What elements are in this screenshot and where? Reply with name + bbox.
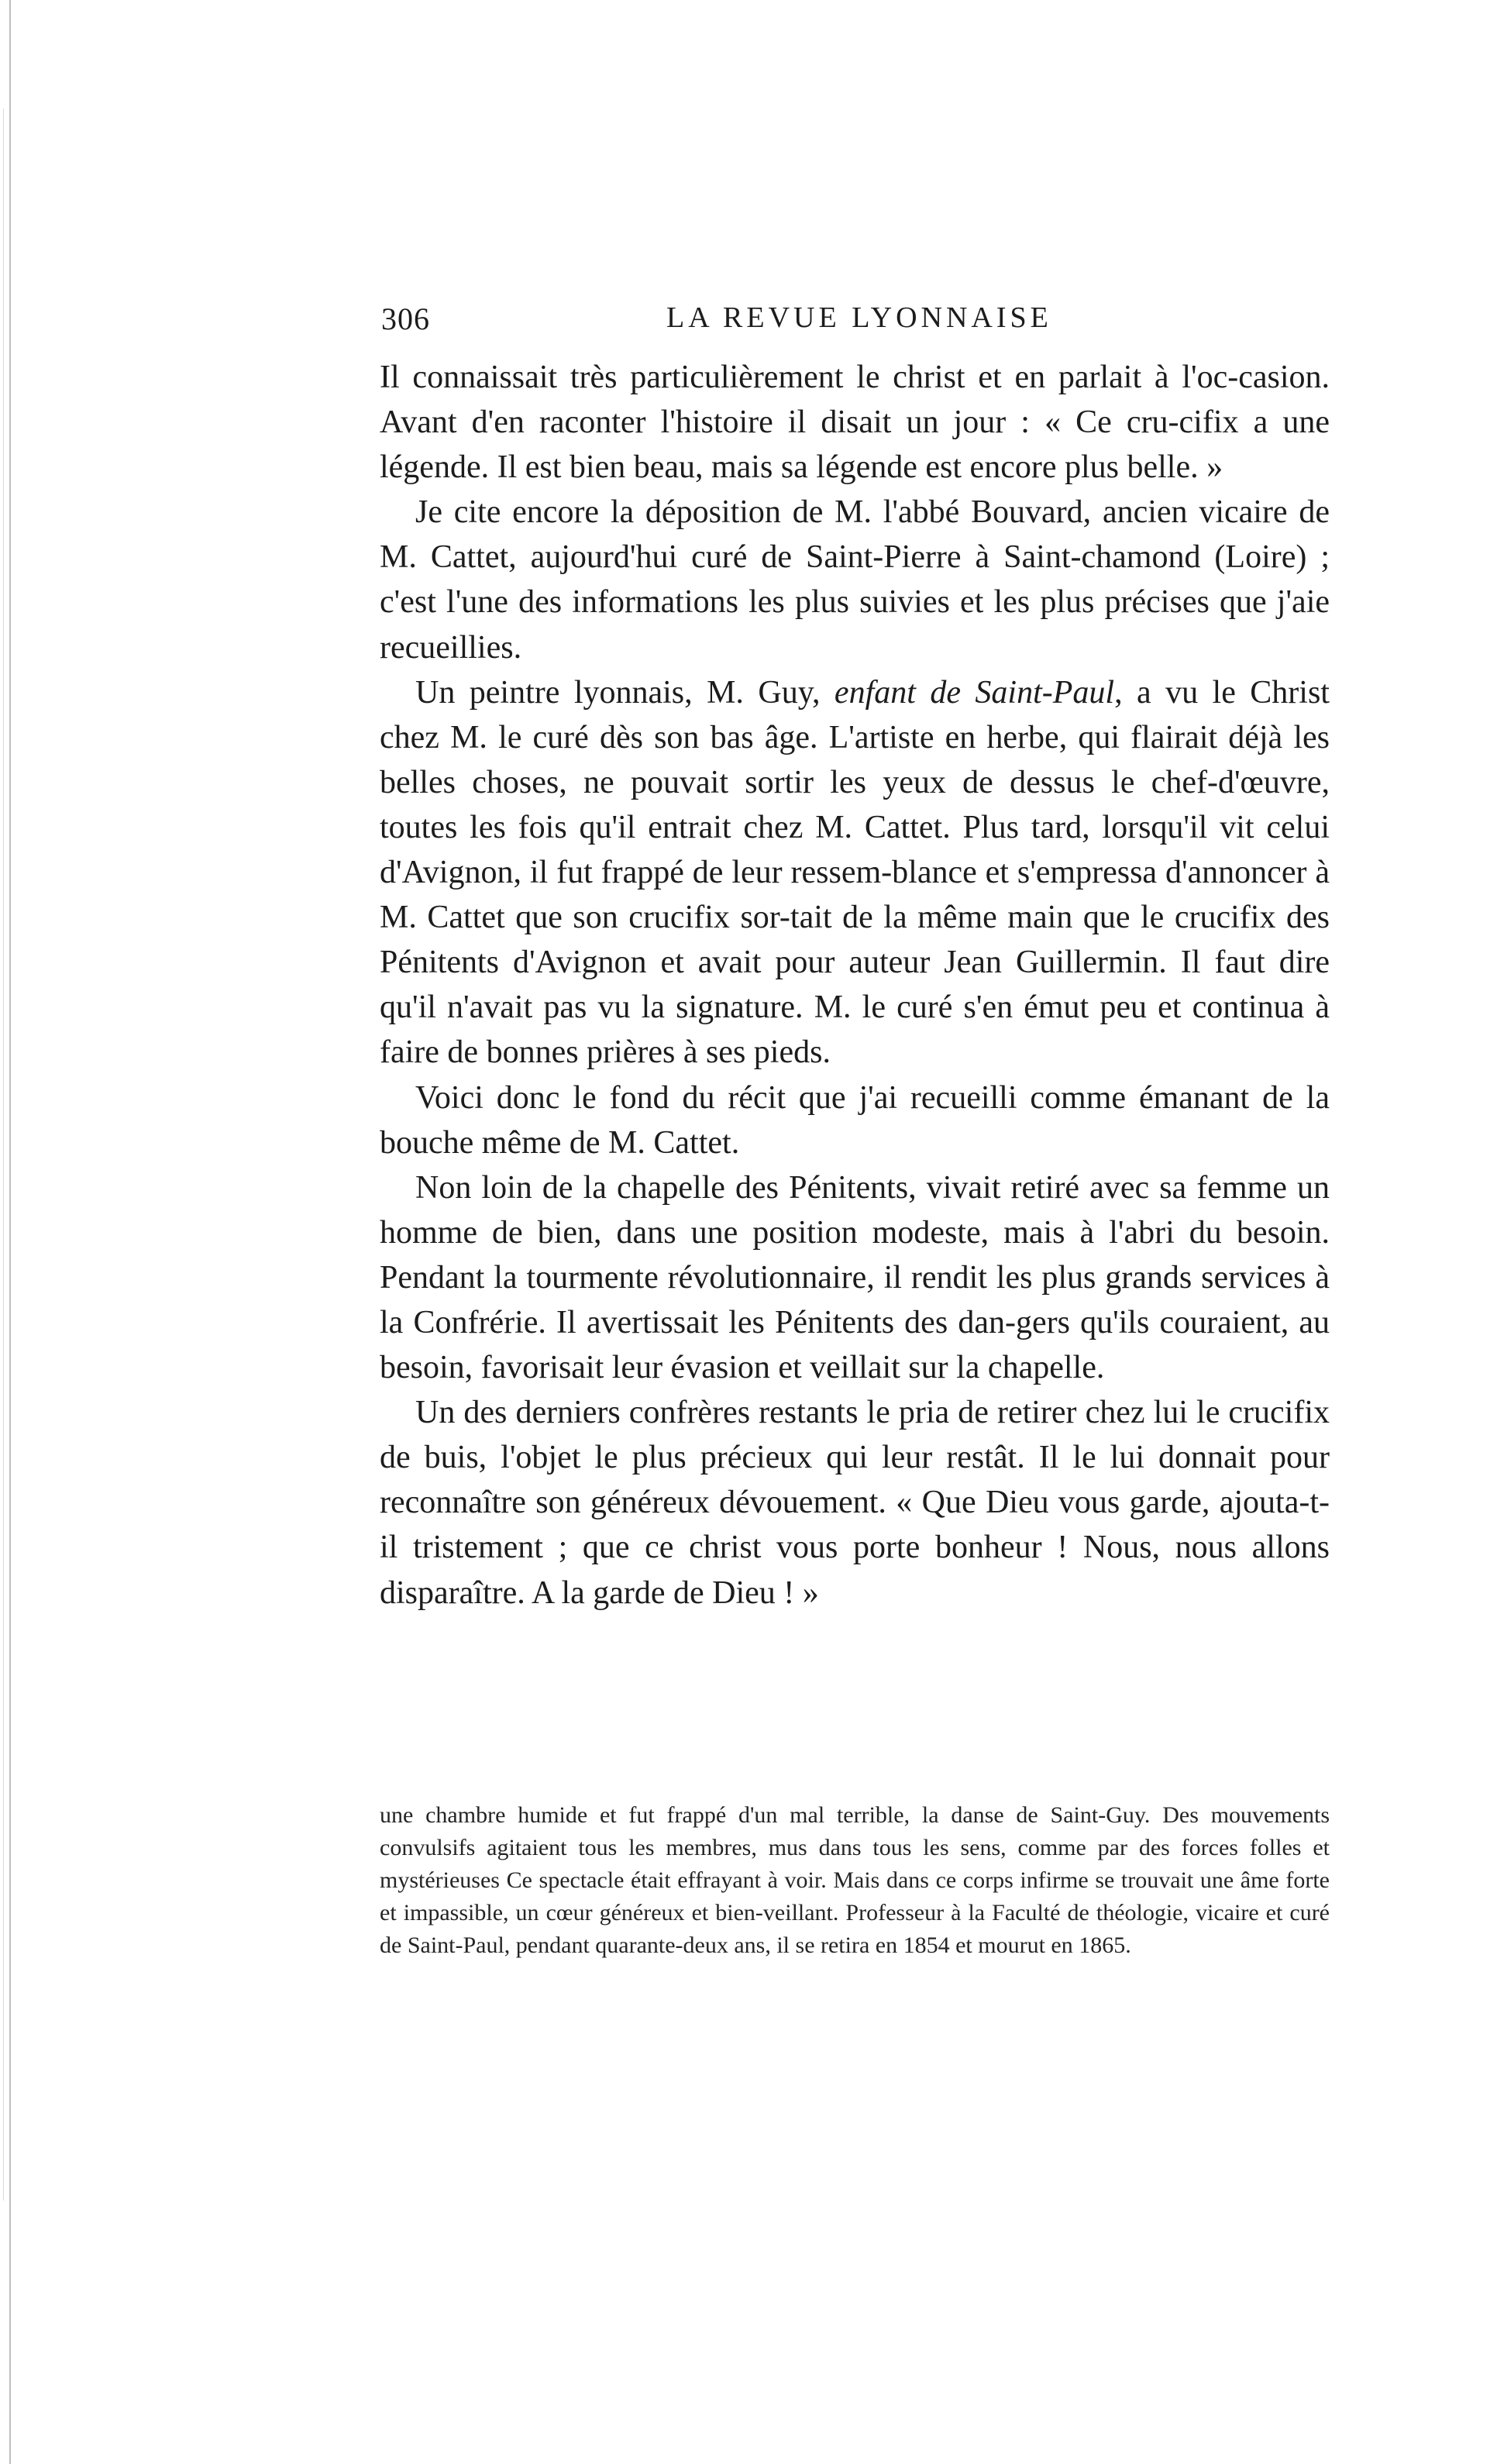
paragraph-3-italic: enfant de Saint-Paul [834, 674, 1115, 711]
page-number: 306 [381, 301, 430, 336]
paragraph-3-end: , a vu le Christ chez M. le curé dès son bas âge. L'artiste en herbe, qui flairait déjà les belles choses, ne pouvait sortir les yeux de dessus le chef-d'œuvre, toutes les fois qu'il entrait chez M. Cattet. Plus tard, lorsqu'il vit celui d'Avignon, il fut frappé de leur ressem-blance et s'empressa d'annoncer à M. Cattet que son crucifix sor-tait de la même main que le crucifix des Pénitents d'Avignon et avait pour auteur Jean Guillermin. Il faut dire qu'il n'avait pas vu la signature. M. le curé s'en émut peu et continua à faire de bonnes prières à ses pieds. [380, 674, 1330, 1071]
running-title: LA REVUE LYONNAISE [666, 301, 1052, 334]
binding-edge-shadow [3, 108, 4, 2201]
footnote: une chambre humide et fut frappé d'un mal terrible, la danse de Saint-Guy. Des mouvements convulsifs agitaient tous les membres, mus dans tous les sens, comme par des forces folles et mystérieuses Ce spectacle était effrayant à voir. Mais dans ce corps infirme se trouvait une âme forte et impassible, un cœur généreux et bien-veillant. Professeur à la Faculté de théologie, vicaire et curé de Saint-Paul, pendant quarante-deux ans, il se retira en 1854 et mourut en 1865. [380, 1802, 1330, 1958]
paragraph-1: Il connaissait très particulièrement le christ et en parlait à l'oc-casion. Avant d'en raconter l'histoire il disait un jour : « Ce cru-cifix a une légende. Il est bien beau, mais sa légende est encore plus belle. » [380, 360, 1330, 486]
paragraph-2: Je cite encore la déposition de M. l'abbé Bouvard, ancien vicaire de M. Cattet, aujourd'hui curé de Saint-Pierre à Saint-chamond (Loire) ; c'est l'une des informations les plus suivies et les plus précises que j'aie recueillies. [380, 494, 1330, 666]
paragraph-5: Non loin de la chapelle des Pénitents, vivait retiré avec sa femme un homme de bien, dans une position modeste, mais à l'abri du besoin. Pendant la tourmente révolutionnaire, il rendit les plus grands services à la Confrérie. Il avertissait les Pénitents des dan-gers qu'ils couraient, au besoin, favorisait leur évasion et veillait sur la chapelle. [380, 1169, 1330, 1386]
paragraph-4: Voici donc le fond du récit que j'ai recueilli comme émanant de la bouche même de M. Cattet. [380, 1079, 1330, 1161]
binding-edge-line [9, 0, 11, 2464]
paragraph-3 [380, 670, 1330, 1075]
paragraph-3-start: Un peintre lyonnais, M. Guy, [415, 674, 835, 711]
paragraph-6: Un des derniers confrères restants le pria de retirer chez lui le crucifix de buis, l'objet le plus précieux qui leur restât. Il le lui donnait pour reconnaître son généreux dévouement. « Que Dieu vous garde, ajouta-t-il tristement ; que ce christ vous porte bonheur ! Nous, nous allons disparaître. A la garde de Dieu ! » [380, 1395, 1330, 1611]
body-text [380, 355, 1330, 1616]
